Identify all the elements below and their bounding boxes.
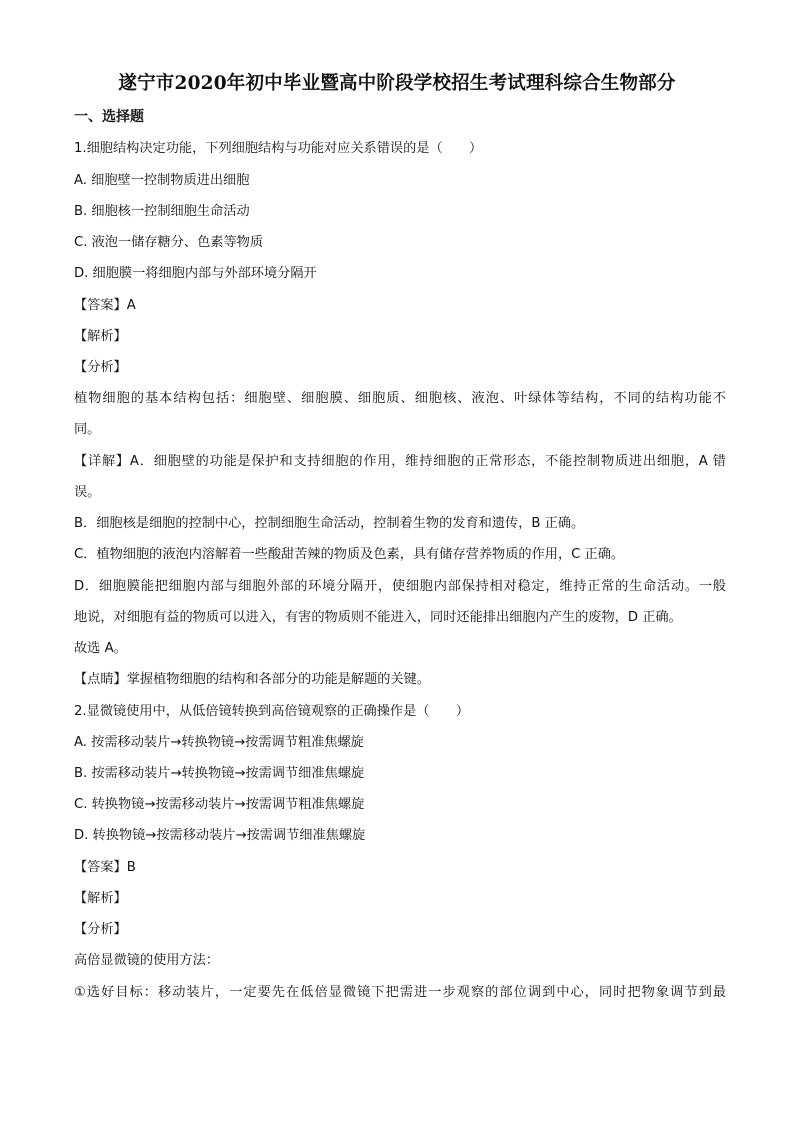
question-1-stem: 1.细胞结构决定功能，下列细胞结构与功能对应关系错误的是（ ） [74, 141, 483, 156]
question-1-option-b: B. 细胞核一控制细胞生命活动 [74, 204, 250, 219]
question-1-option-c: C. 液泡一储存糖分、色素等物质 [74, 235, 264, 250]
question-1-dianjing: 【点睛】掌握植物细胞的结构和各部分的功能是解题的关键。 [74, 672, 431, 687]
question-2-stem: 2.显微镜使用中，从低倍镜转换到高倍镜观察的正确操作是（ ） [74, 704, 470, 719]
question-2-option-d: D. 转换物镜→按需移动装片→按需调节细准焦螺旋 [74, 828, 366, 843]
question-2-usage-title: 高倍显微镜的使用方法： [74, 953, 220, 968]
question-1-choose: 故选 A。 [74, 641, 127, 656]
question-1-fenxi-label: 【分析】 [74, 360, 127, 375]
question-1-option-d: D. 细胞膜一将细胞内部与外部环境分隔开 [74, 266, 317, 281]
question-1-detail-line-1: 【详解】A．细胞壁的功能是保护和支持细胞的作用，维持细胞的正常形态，不能控制物质进出细胞，A 错 [74, 454, 726, 469]
question-1-option-a: A. 细胞壁一控制物质进出细胞 [74, 173, 250, 188]
question-1-detail-c: C．植物细胞的液泡内溶解着一些酸甜苦辣的物质及色素，具有储存营养物质的作用，C 正确。 [74, 547, 625, 562]
question-1-jiexi-label: 【解析】 [74, 329, 127, 344]
page-title: 遂宁市2020年初中毕业暨高中阶段学校招生考试理科综合生物部分 [118, 73, 676, 94]
question-1-detail-b: B．细胞核是细胞的控制中心，控制细胞生命活动，控制着生物的发育和遗传，B 正确。 [74, 516, 585, 531]
question-1-analysis-line-1: 植物细胞的基本结构包括：细胞壁、细胞膜、细胞质、细胞核、液泡、叶绿体等结构，不同的结构功能不 [74, 391, 726, 406]
question-1-detail-d-line-1: D．细胞膜能把细胞内部与细胞外部的环境分隔开，使细胞内部保持相对稳定，维持正常的生命活动。一般 [74, 579, 726, 594]
question-1-detail-d-line-2: 地说，对细胞有益的物质可以进入，有害的物质则不能进入，同时还能排出细胞内产生的废物，D 正确。 [74, 610, 682, 625]
question-1-analysis-line-2: 同。 [74, 422, 101, 437]
question-2-option-a: A. 按需移动装片→转换物镜→按需调节粗准焦螺旋 [74, 735, 364, 750]
question-2-fenxi-label: 【分析】 [74, 922, 127, 937]
question-2-option-c: C. 转换物镜→按需移动装片→按需调节粗准焦螺旋 [74, 797, 365, 812]
question-2-jiexi-label: 【解析】 [74, 891, 127, 906]
question-1-detail-line-2: 误。 [74, 485, 101, 500]
question-2-answer: 【答案】B [74, 860, 136, 875]
question-2-step-1: ①选好目标：移动装片，一定要先在低倍显微镜下把需进一步观察的部位调到中心，同时把物象调节到最 [74, 985, 726, 1000]
question-2-option-b: B. 按需移动装片→转换物镜→按需调节细准焦螺旋 [74, 766, 365, 781]
section-heading: 一、选择题 [74, 109, 144, 125]
question-1-answer: 【答案】A [74, 298, 136, 313]
